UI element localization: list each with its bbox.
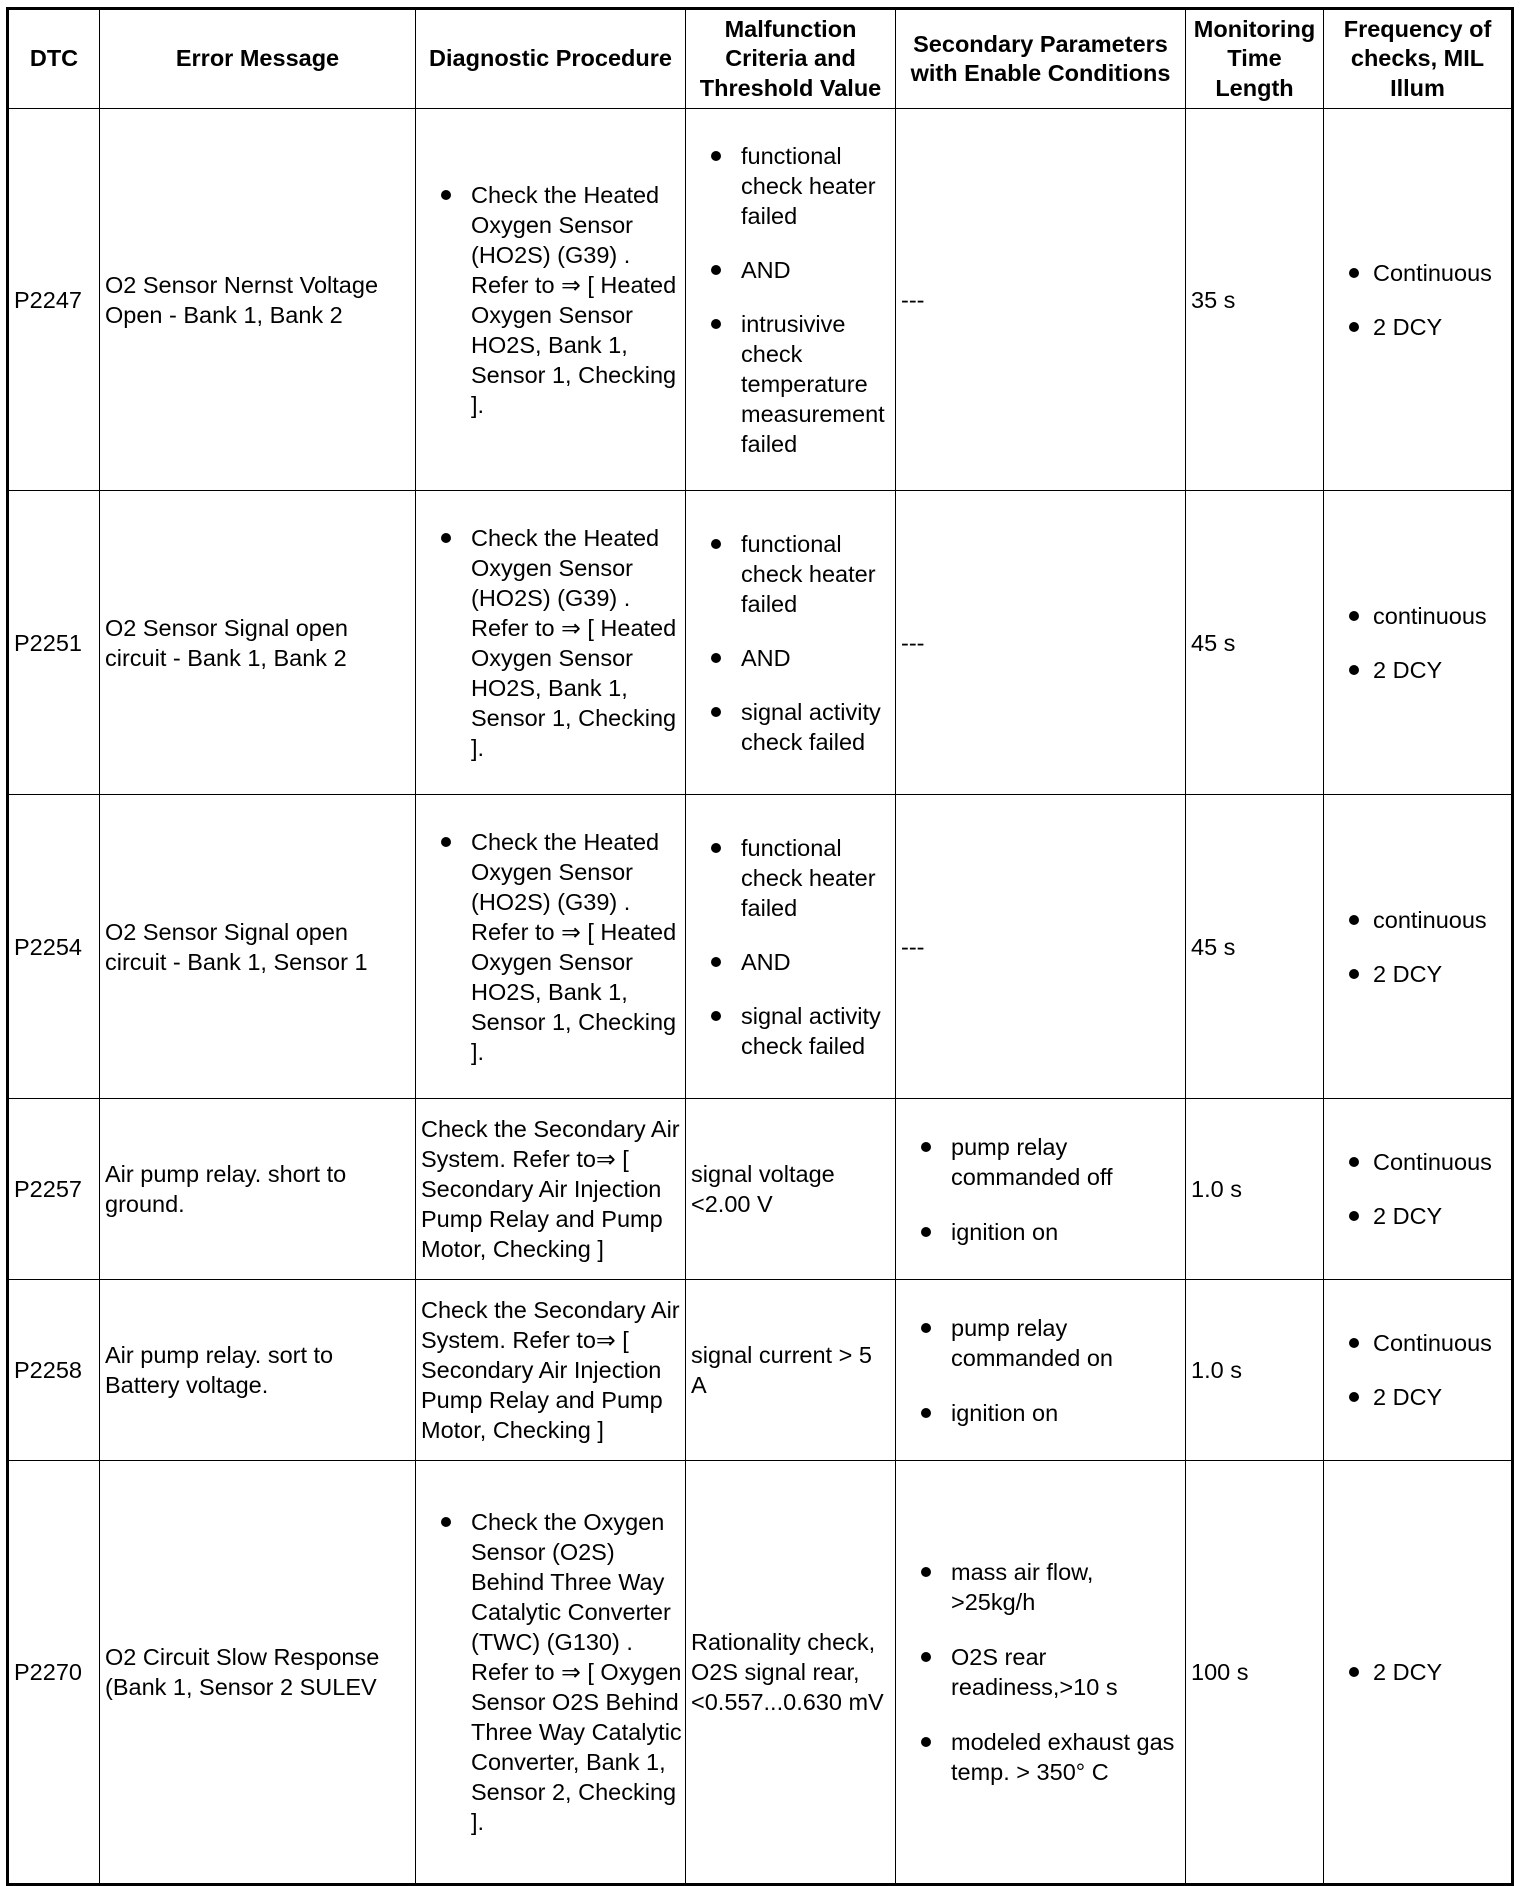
frequency-item: continuous <box>1329 905 1506 935</box>
criteria-item: functional check heater failed <box>691 529 893 619</box>
malfunction-criteria: signal current > 5 A <box>686 1280 896 1461</box>
monitoring-time: 100 s <box>1186 1461 1324 1885</box>
secondary-item: O2S rear readiness,>10 s <box>901 1642 1180 1702</box>
header-malfunction-criteria: Malfunction Criteria and Threshold Value <box>686 9 896 109</box>
header-diagnostic-procedure: Diagnostic Procedure <box>416 9 686 109</box>
secondary-parameters <box>896 1099 1186 1280</box>
header-secondary-parameters: Secondary Parameters with Enable Conditions <box>896 9 1186 109</box>
dtc-code: P2251 <box>8 491 100 795</box>
secondary-item: ignition on <box>901 1217 1180 1247</box>
monitoring-time: 1.0 s <box>1186 1099 1324 1280</box>
procedure-item: Check the Heated Oxygen Sensor (HO2S) (G39) . Refer to ⇒ [ Heated Oxygen Sensor HO2S, Bank 1, Sensor 1, Checking ]. <box>421 180 680 420</box>
frequency-item: 2 DCY <box>1329 312 1506 342</box>
frequency <box>1324 1461 1513 1885</box>
diagnostic-procedure <box>416 795 686 1099</box>
criteria-item: AND <box>691 255 893 285</box>
error-message: O2 Sensor Signal open circuit - Bank 1, Sensor 1 <box>100 795 416 1099</box>
diagnostic-procedure <box>416 1461 686 1885</box>
criteria-item: AND <box>691 643 893 673</box>
diagnostic-procedure <box>416 491 686 795</box>
procedure-item: Check the Oxygen Sensor (O2S) Behind Three Way Catalytic Converter (TWC) (G130) . Refer to ⇒ [ Oxygen Sensor O2S Behind Three Way Catalytic Converter, Bank 1, Sensor 2, Checking ]. <box>421 1507 683 1837</box>
monitoring-time: 45 s <box>1186 491 1324 795</box>
secondary-parameters: --- <box>896 795 1186 1099</box>
error-message: O2 Sensor Nernst Voltage Open - Bank 1, Bank 2 <box>100 109 416 491</box>
procedure-item: Check the Heated Oxygen Sensor (HO2S) (G39) . Refer to ⇒ [ Heated Oxygen Sensor HO2S, Bank 1, Sensor 1, Checking ]. <box>421 523 680 763</box>
criteria-item: functional check heater failed <box>691 833 893 923</box>
diagnostic-procedure: Check the Secondary Air System. Refer to⇒ [ Secondary Air Injection Pump Relay and Pump Motor, Checking ] <box>416 1280 686 1461</box>
secondary-parameters <box>896 1461 1186 1885</box>
criteria-item: functional check heater failed <box>691 141 893 231</box>
malfunction-criteria <box>686 795 896 1099</box>
table-row <box>8 109 1513 491</box>
header-error-message: Error Message <box>100 9 416 109</box>
frequency-item: Continuous <box>1329 258 1506 288</box>
error-message: O2 Sensor Signal open circuit - Bank 1, Bank 2 <box>100 491 416 795</box>
dtc-code: P2270 <box>8 1461 100 1885</box>
frequency-item: 2 DCY <box>1329 959 1506 989</box>
malfunction-criteria: signal voltage <2.00 V <box>686 1099 896 1280</box>
secondary-parameters: --- <box>896 491 1186 795</box>
monitoring-time: 1.0 s <box>1186 1280 1324 1461</box>
frequency-item: 2 DCY <box>1329 1657 1506 1687</box>
dtc-code: P2258 <box>8 1280 100 1461</box>
header-row <box>8 9 1513 109</box>
diagnostic-procedure: Check the Secondary Air System. Refer to⇒ [ Secondary Air Injection Pump Relay and Pump Motor, Checking ] <box>416 1099 686 1280</box>
malfunction-criteria: Rationality check, O2S signal rear, <0.557...0.630 mV <box>686 1461 896 1885</box>
frequency <box>1324 1280 1513 1461</box>
secondary-item: pump relay commanded off <box>901 1132 1180 1192</box>
secondary-item: ignition on <box>901 1398 1180 1428</box>
table-row <box>8 795 1513 1099</box>
error-message: Air pump relay. sort to Battery voltage. <box>100 1280 416 1461</box>
table-row <box>8 1099 1513 1280</box>
header-frequency: Frequency of checks, MIL Illum <box>1324 9 1513 109</box>
procedure-item: Check the Heated Oxygen Sensor (HO2S) (G39) . Refer to ⇒ [ Heated Oxygen Sensor HO2S, Bank 1, Sensor 1, Checking ]. <box>421 827 680 1067</box>
dtc-code: P2247 <box>8 109 100 491</box>
dtc-table <box>6 7 1514 1886</box>
frequency-item: 2 DCY <box>1329 1382 1506 1412</box>
frequency-item: 2 DCY <box>1329 1201 1506 1231</box>
secondary-parameters <box>896 1280 1186 1461</box>
error-message: Air pump relay. short to ground. <box>100 1099 416 1280</box>
criteria-item: AND <box>691 947 893 977</box>
secondary-item: mass air flow, >25kg/h <box>901 1557 1180 1617</box>
frequency <box>1324 795 1513 1099</box>
table-row <box>8 1461 1513 1885</box>
frequency <box>1324 1099 1513 1280</box>
header-dtc: DTC <box>8 9 100 109</box>
dtc-code: P2257 <box>8 1099 100 1280</box>
criteria-item: signal activity check failed <box>691 1001 893 1061</box>
table-row <box>8 491 1513 795</box>
table-row <box>8 1280 1513 1461</box>
frequency <box>1324 109 1513 491</box>
dtc-code: P2254 <box>8 795 100 1099</box>
frequency <box>1324 491 1513 795</box>
header-monitoring-time: Monitoring Time Length <box>1186 9 1324 109</box>
malfunction-criteria <box>686 491 896 795</box>
malfunction-criteria <box>686 109 896 491</box>
frequency-item: Continuous <box>1329 1147 1506 1177</box>
error-message: O2 Circuit Slow Response (Bank 1, Sensor 2 SULEV <box>100 1461 416 1885</box>
frequency-item: Continuous <box>1329 1328 1506 1358</box>
secondary-parameters: --- <box>896 109 1186 491</box>
frequency-item: 2 DCY <box>1329 655 1506 685</box>
secondary-item: pump relay commanded on <box>901 1313 1180 1373</box>
monitoring-time: 35 s <box>1186 109 1324 491</box>
frequency-item: continuous <box>1329 601 1506 631</box>
monitoring-time: 45 s <box>1186 795 1324 1099</box>
criteria-item: intrusivive check temperature measurement failed <box>691 309 893 459</box>
criteria-item: signal activity check failed <box>691 697 893 757</box>
secondary-item: modeled exhaust gas temp. > 350° C <box>901 1727 1180 1787</box>
diagnostic-procedure <box>416 109 686 491</box>
